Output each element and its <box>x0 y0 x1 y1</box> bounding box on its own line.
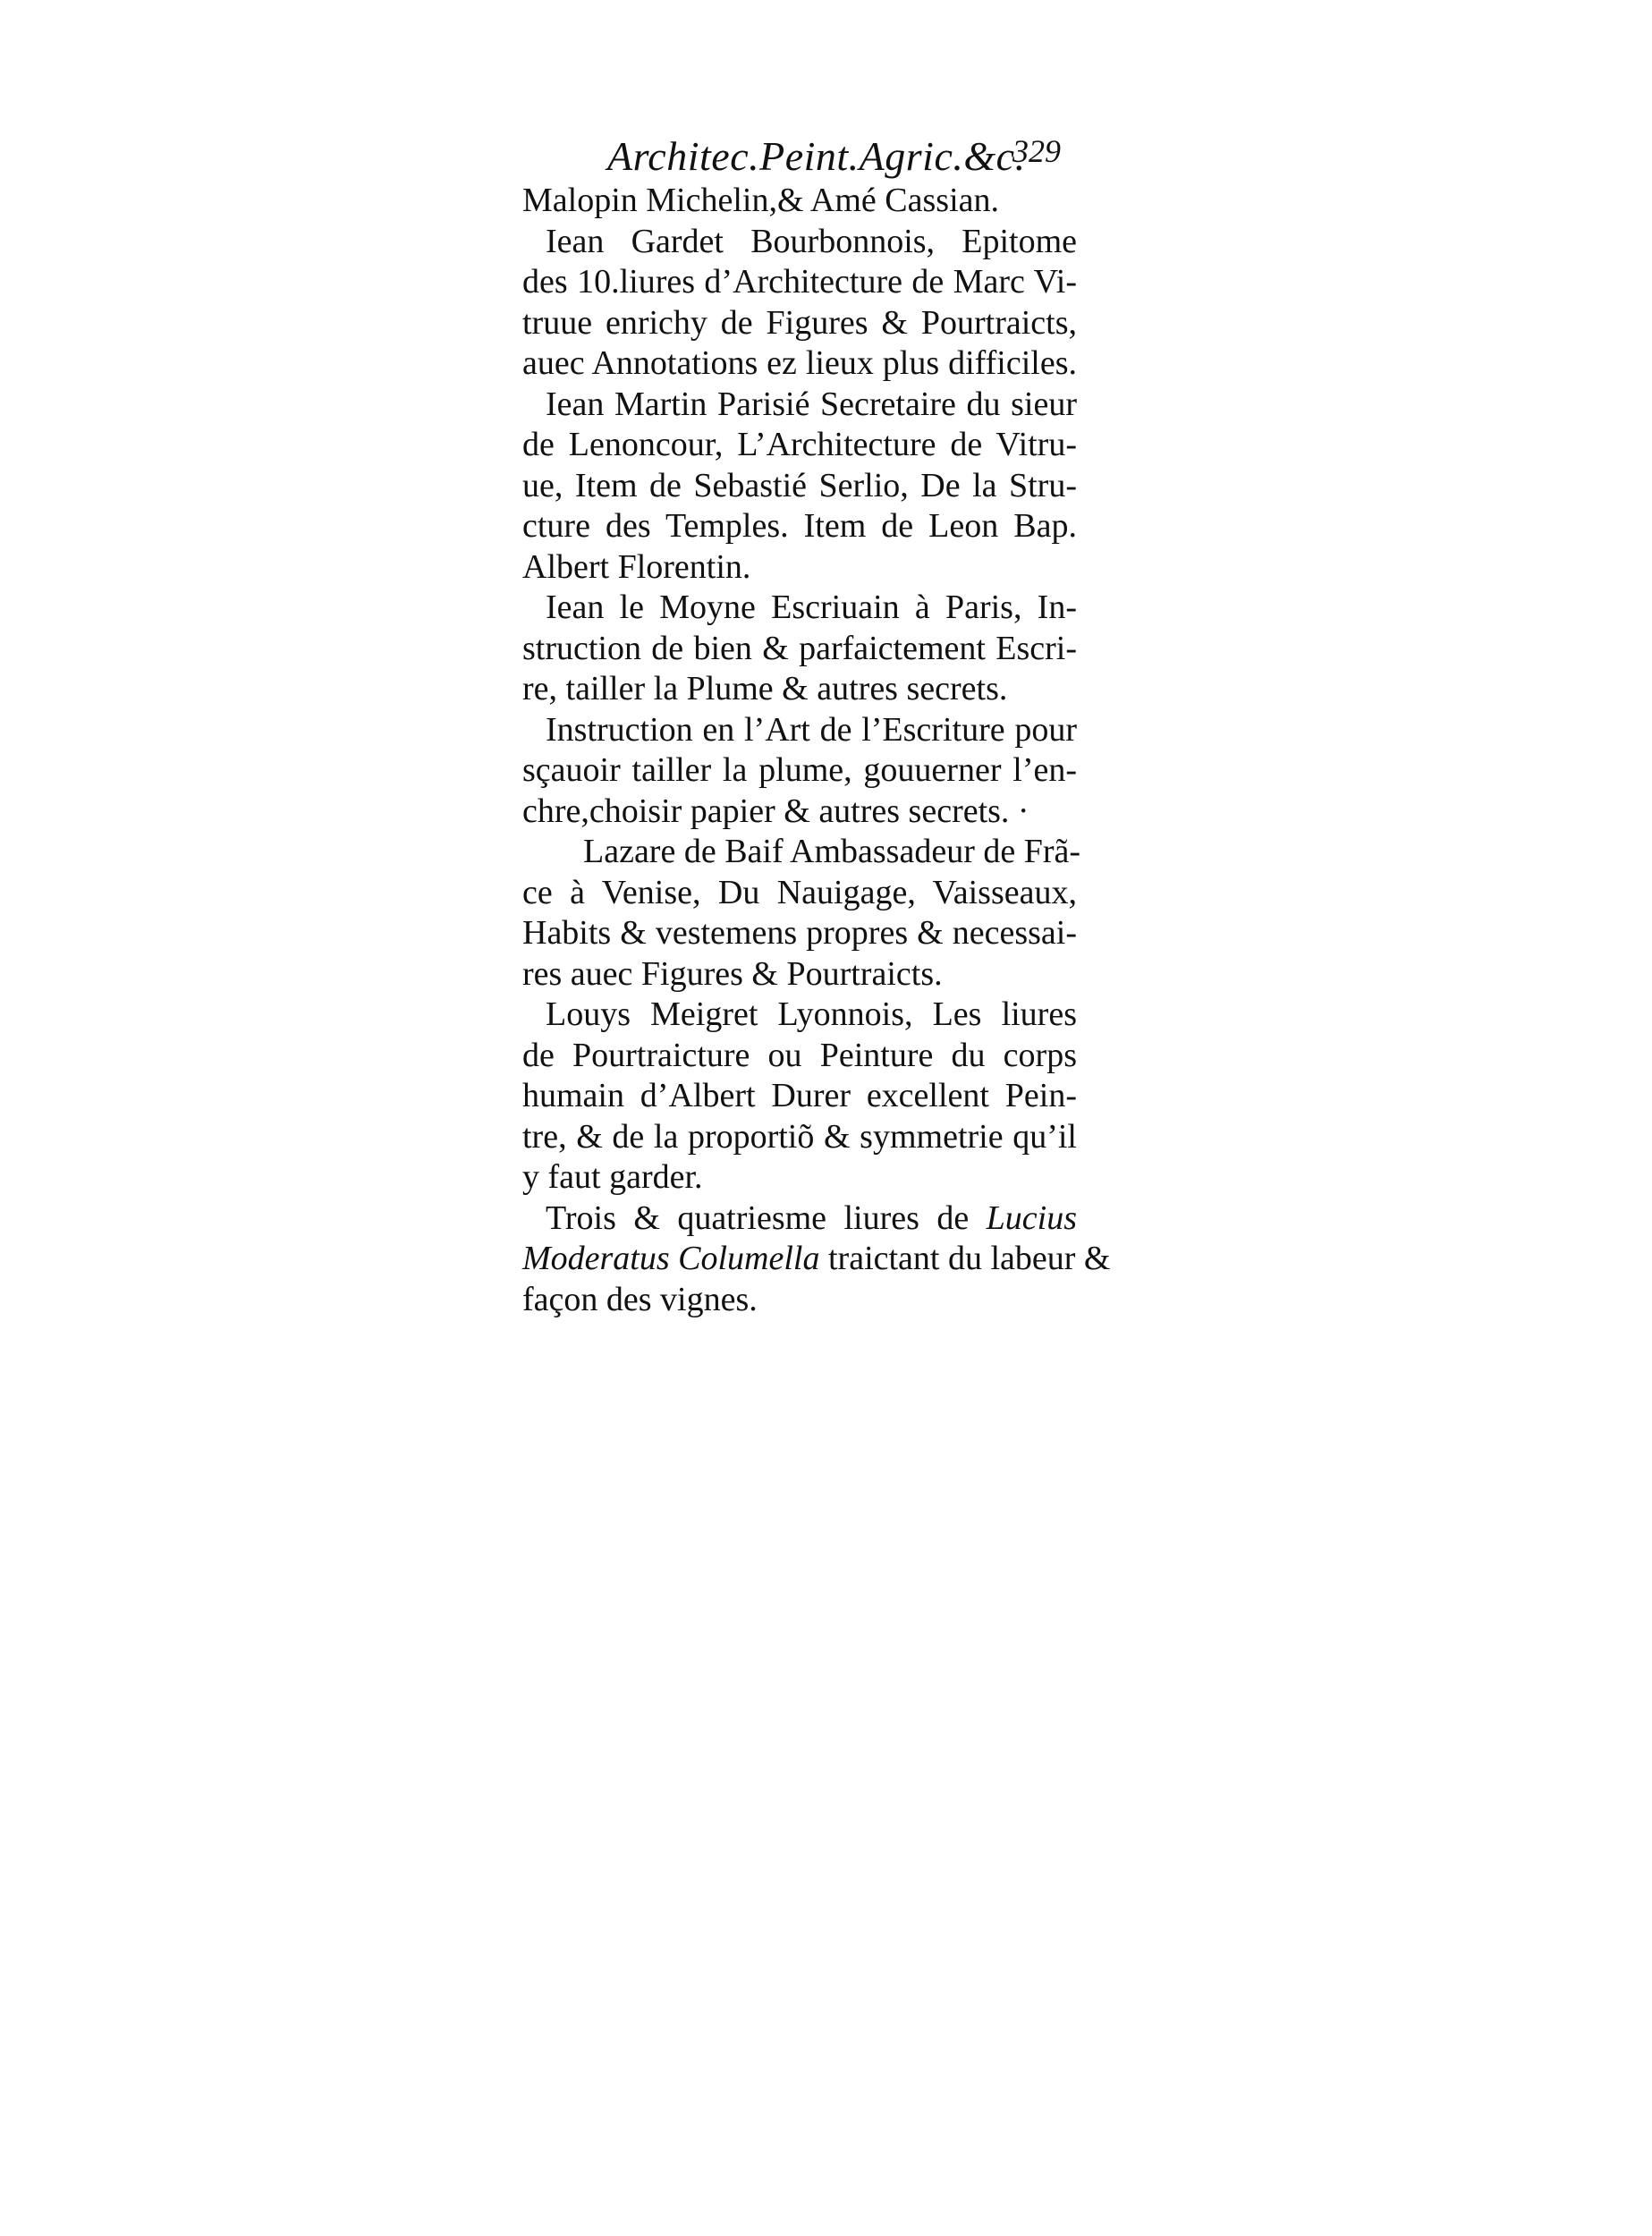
text-line: de Pourtraicture ou Peinture du corps <box>522 1036 1077 1074</box>
text-line: Albert Florentin. <box>522 547 751 586</box>
italic-name: Lucius <box>986 1198 1077 1237</box>
text-line: chre,choisir papier & autres secrets. · <box>522 792 1029 830</box>
text-line: Malopin Michelin,& Amé Cassian. <box>522 182 1000 219</box>
entry-instruction <box>522 710 1095 833</box>
text-line: Iean le Moyne Escriuain à Paris, In- <box>546 589 1077 626</box>
running-head <box>522 125 1095 181</box>
text-line: y faut garder. <box>522 1158 703 1196</box>
entry-gardet <box>522 222 1095 385</box>
text-line: humain d’Albert Durer excellent Pein- <box>522 1077 1077 1114</box>
text-line: truue enrichy de Figures & Pourtraicts, <box>522 303 1077 342</box>
text-line: Lazare de Baif Ambassadeur de Frã- <box>583 833 1081 870</box>
text-line: res auec Figures & Pourtraicts. <box>522 954 943 993</box>
entry-meigret <box>522 995 1095 1198</box>
text-block <box>522 125 1111 1320</box>
text-line: re, tailler la Plume & autres secrets. <box>522 670 1008 707</box>
entry-martin <box>522 385 1095 589</box>
text-line: de Lenoncour, L’Architecture de Vitru- <box>522 426 1077 463</box>
text-line <box>522 1239 1111 1280</box>
text-run: traictant du labeur & <box>819 1240 1111 1277</box>
text-line: sçauoir tailler la plume, gouuerner l’en- <box>522 751 1077 789</box>
text-line: Habits & vestemens propres & necessai- <box>522 914 1077 952</box>
entry-columella <box>522 1198 1111 1321</box>
text-line: cture des Temples. Item de Leon Bap. <box>522 507 1077 545</box>
text-line: ce à Venise, Du Nauigage, Vaisseaux, <box>522 873 1077 911</box>
page-number: 329 <box>1012 133 1061 169</box>
text-line: auec Annotations ez lieux plus difficiles. <box>522 344 1077 382</box>
text-line: façon des vignes. <box>522 1280 758 1318</box>
text-line: struction de bien & parfaictement Escri- <box>522 629 1077 667</box>
entry-continuation <box>522 181 1095 222</box>
text-line: tre, & de la proportiõ & symmetrie qu’il <box>522 1117 1077 1156</box>
text-line: Instruction en l’Art de l’Escriture pour <box>546 710 1077 749</box>
text-run: Trois & quatriesme liures de <box>546 1198 987 1237</box>
entry-le-moyne <box>522 588 1095 710</box>
text-line: Iean Martin Parisié Secretaire du sieur <box>546 385 1077 423</box>
text-line: ue, Item de Sebastié Serlio, De la Stru- <box>522 466 1077 504</box>
text-line: Louys Meigret Lyonnois, Les liures <box>546 995 1077 1033</box>
running-head-title: Architec.Peint.Agric.&c. <box>607 133 1026 179</box>
italic-name: Moderatus Columella <box>522 1240 820 1277</box>
text-line: des 10.liures d’Architecture de Marc Vi- <box>522 263 1077 301</box>
text-line: Iean Gardet Bourbonnois, Epitome <box>546 222 1077 260</box>
entry-baif <box>522 832 1095 995</box>
text-line <box>522 1198 1077 1240</box>
